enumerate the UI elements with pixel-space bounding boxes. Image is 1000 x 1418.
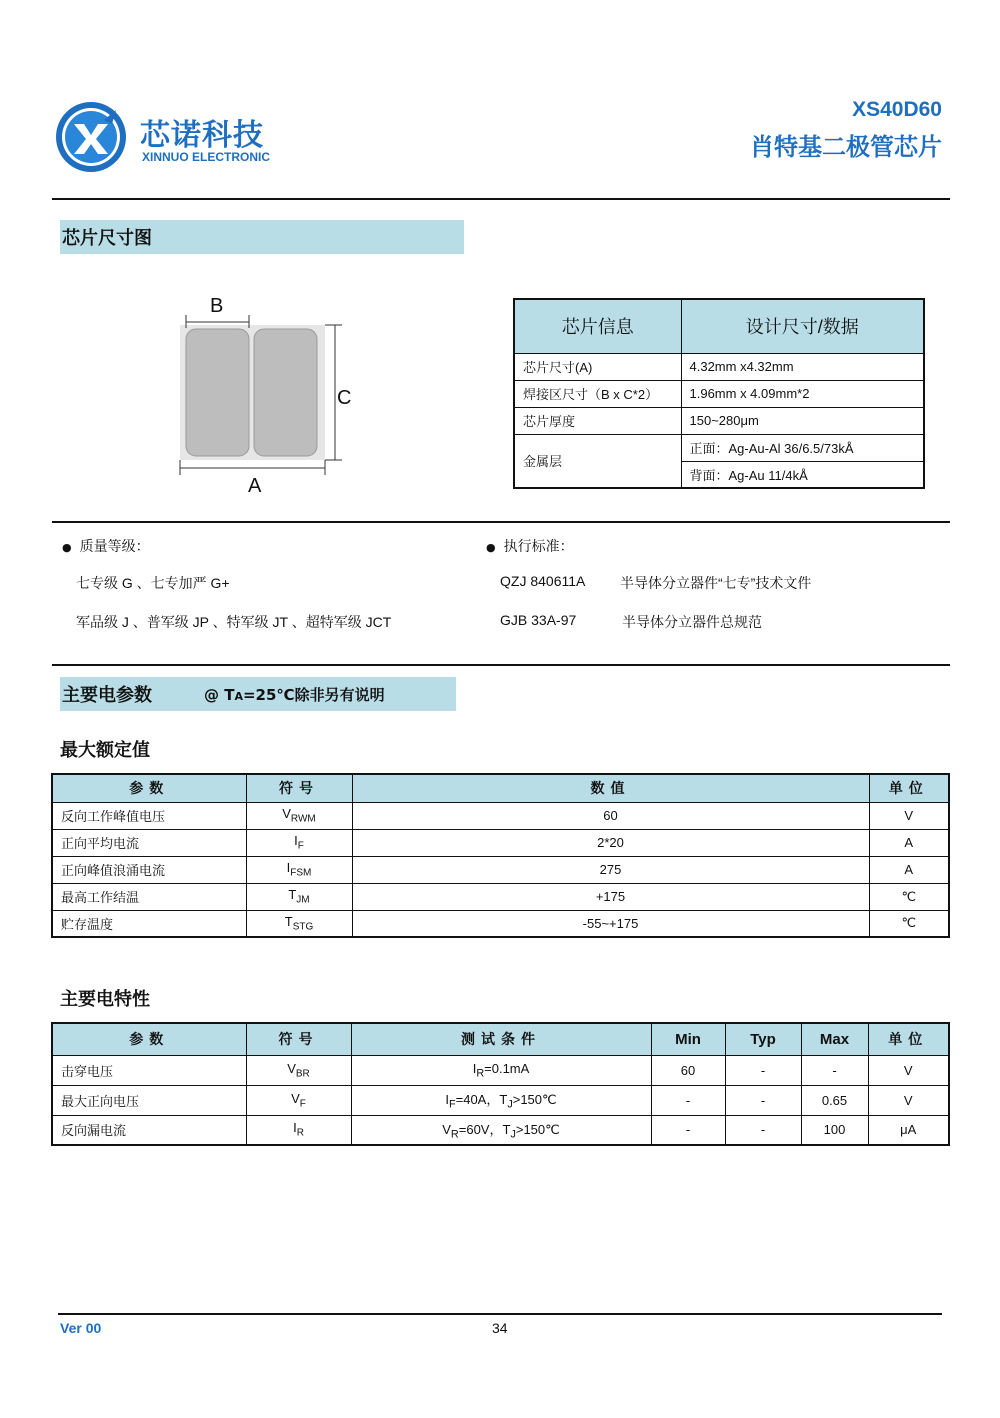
symbol-sub: RWM xyxy=(290,813,316,825)
table-row xyxy=(52,883,949,910)
table-row xyxy=(52,1115,949,1145)
symbol-main: V xyxy=(282,806,291,822)
cell-max: - xyxy=(801,1055,868,1085)
cell-value: 1.96mm x 4.09mm*2 xyxy=(681,380,924,407)
max-ratings-title: 最大额定值 xyxy=(60,740,150,761)
condition-suffix: =25℃除非另有说明 xyxy=(242,685,385,704)
column-header: 数值 xyxy=(352,774,869,802)
symbol-main: T xyxy=(288,887,297,903)
cell-typ: - xyxy=(725,1055,801,1085)
cell-condition xyxy=(351,1055,651,1085)
symbol-sub: FSM xyxy=(290,867,312,879)
cond-text: >150℃ xyxy=(515,1121,560,1137)
cell-value: 275 xyxy=(352,856,869,883)
company-logo xyxy=(54,100,128,174)
cell-key: 金属层 xyxy=(514,434,681,488)
cond-sub: J xyxy=(507,1098,513,1111)
symbol-sub: BR xyxy=(295,1068,310,1080)
quality-heading: ● 质量等级： xyxy=(62,536,150,556)
cell-symbol xyxy=(246,856,352,883)
section-divider xyxy=(52,664,950,666)
chip-info-table xyxy=(513,298,925,489)
symbol-sub: JM xyxy=(296,894,310,906)
column-header: 参数 xyxy=(52,774,246,802)
cell-value: 2*20 xyxy=(352,829,869,856)
symbol-sub: F xyxy=(297,840,304,852)
cell-typ: - xyxy=(725,1085,801,1115)
table-row xyxy=(52,1085,949,1115)
cond-text: =40A， xyxy=(455,1092,500,1108)
column-header: Typ xyxy=(725,1023,801,1055)
elec-params-section-title xyxy=(60,677,456,711)
cell-unit: ℃ xyxy=(869,910,949,937)
column-header: 单位 xyxy=(869,774,949,802)
column-header: 参数 xyxy=(52,1023,246,1055)
quality-line-2: 军品级 J 、普军级 JP 、特军级 JT 、超特军级 JCT xyxy=(76,614,392,630)
cond-text: =60V， xyxy=(458,1121,503,1137)
cell-symbol xyxy=(246,802,352,829)
characteristics-table xyxy=(51,1022,950,1146)
cell-condition xyxy=(351,1085,651,1115)
cell-symbol xyxy=(246,829,352,856)
cell-value: +175 xyxy=(352,883,869,910)
table-row xyxy=(52,856,949,883)
cell-condition xyxy=(351,1115,651,1145)
standard-heading: ● 执行标准： xyxy=(486,536,574,556)
chip-size-title-text: 芯片尺寸图 xyxy=(62,228,152,249)
cell-key: 芯片尺寸(A) xyxy=(514,353,681,380)
model-number: XS40D60 xyxy=(852,98,942,121)
cell-param: 正向峰值浪涌电流 xyxy=(52,856,246,883)
symbol-main: T xyxy=(284,913,293,929)
chip-size-section-title xyxy=(60,220,464,254)
table-header-row xyxy=(514,299,924,353)
standard-code-2: GJB 33A-97 xyxy=(500,612,577,628)
chip-dimension-diagram xyxy=(170,290,370,500)
standard-desc-1: 半导体分立器件“七专”技术文件 xyxy=(620,575,812,591)
brand-name-cn: 芯诺科技 xyxy=(140,118,264,153)
table-row xyxy=(514,380,924,407)
cell-symbol xyxy=(246,1115,351,1145)
quality-line-1: 七专级 G 、七专加严 G+ xyxy=(76,575,230,591)
cell-param: 贮存温度 xyxy=(52,910,246,937)
column-header: 芯片信息 xyxy=(514,299,681,353)
table-row xyxy=(514,434,924,461)
product-name: 肖特基二极管芯片 xyxy=(750,133,942,161)
cell-symbol xyxy=(246,1085,351,1115)
table-header-row xyxy=(52,1023,949,1055)
cell-key: 芯片厚度 xyxy=(514,407,681,434)
cond-text: >150℃ xyxy=(512,1092,557,1108)
cell-min: 60 xyxy=(651,1055,725,1085)
cell-key: 焊接区尺寸（B x C*2） xyxy=(514,380,681,407)
cell-unit: V xyxy=(869,802,949,829)
cond-text: =0.1mA xyxy=(484,1060,530,1076)
characteristics-title: 主要电特性 xyxy=(60,989,150,1010)
cell-max: 100 xyxy=(801,1115,868,1145)
condition-prefix: @ T xyxy=(204,685,235,704)
elec-params-title: 主要电参数 xyxy=(62,685,152,706)
cell-value: 4.32mm x4.32mm xyxy=(681,353,924,380)
page-number: 34 xyxy=(492,1320,508,1336)
cell-unit: ℃ xyxy=(869,883,949,910)
cell-value: -55~+175 xyxy=(352,910,869,937)
symbol-main: V xyxy=(291,1090,300,1106)
cond-sub: J xyxy=(510,1128,516,1141)
cell-min: - xyxy=(651,1085,725,1115)
cond-symbol: V xyxy=(442,1121,451,1137)
symbol-main: I xyxy=(293,1120,297,1136)
cell-param: 击穿电压 xyxy=(52,1055,246,1085)
cell-param: 反向工作峰值电压 xyxy=(52,802,246,829)
cell-value: 150~280μm xyxy=(681,407,924,434)
table-row xyxy=(52,802,949,829)
cell-min: - xyxy=(651,1115,725,1145)
cell-param: 正向平均电流 xyxy=(52,829,246,856)
dim-label-c: C xyxy=(337,387,352,409)
column-header: 测试条件 xyxy=(351,1023,651,1055)
symbol-main: I xyxy=(286,860,291,876)
cell-value: 正面：Ag-Au-Al 36/6.5/73kÅ xyxy=(681,434,924,461)
cell-typ: - xyxy=(725,1115,801,1145)
cell-symbol xyxy=(246,910,352,937)
table-row xyxy=(52,829,949,856)
standard-code-1: QZJ 840611A xyxy=(500,573,586,589)
table-row xyxy=(514,353,924,380)
brand-name-en: XINNUO ELECTRONIC xyxy=(142,150,271,164)
cell-unit: A xyxy=(869,829,949,856)
cell-value: 背面：Ag-Au 11/4kÅ xyxy=(681,461,924,488)
version-label: Ver 00 xyxy=(60,1320,102,1336)
cond-sub: R xyxy=(476,1067,485,1080)
cell-unit: μA xyxy=(868,1115,949,1145)
symbol-sub: R xyxy=(296,1128,304,1140)
footer-divider xyxy=(58,1313,942,1315)
symbol-main: V xyxy=(287,1060,296,1076)
cell-param: 最大正向电压 xyxy=(52,1085,246,1115)
cell-param: 反向漏电流 xyxy=(52,1115,246,1145)
column-header: 符号 xyxy=(246,1023,351,1055)
table-row xyxy=(52,910,949,937)
cond-sub: R xyxy=(450,1128,459,1141)
table-row xyxy=(52,1055,949,1085)
cell-unit: V xyxy=(868,1085,949,1115)
section-divider xyxy=(52,521,950,523)
cell-param: 最高工作结温 xyxy=(52,883,246,910)
cell-value: 60 xyxy=(352,802,869,829)
cond-symbol: I xyxy=(472,1060,477,1076)
symbol-sub: STG xyxy=(292,921,314,933)
column-header: Max xyxy=(801,1023,868,1055)
standard-desc-2: 半导体分立器件总规范 xyxy=(622,614,762,630)
column-header: Min xyxy=(651,1023,725,1055)
column-header: 设计尺寸/数据 xyxy=(681,299,924,353)
header-divider xyxy=(52,198,950,200)
symbol-sub: F xyxy=(299,1098,306,1110)
condition-sub: A xyxy=(234,689,243,703)
cell-unit: A xyxy=(869,856,949,883)
column-header: 单位 xyxy=(868,1023,949,1055)
table-header-row xyxy=(52,774,949,802)
cell-symbol xyxy=(246,1055,351,1085)
cell-unit: V xyxy=(868,1055,949,1085)
dim-label-b: B xyxy=(210,295,224,317)
column-header: 符号 xyxy=(246,774,352,802)
table-row xyxy=(514,407,924,434)
elec-params-condition xyxy=(204,684,385,705)
cell-symbol xyxy=(246,883,352,910)
cond-symbol: T xyxy=(502,1121,511,1137)
cond-symbol: T xyxy=(499,1092,508,1108)
cond-sub: F xyxy=(449,1098,456,1111)
cond-symbol: I xyxy=(445,1092,449,1108)
symbol-main: I xyxy=(294,833,298,849)
dim-label-a: A xyxy=(248,475,262,497)
cell-max: 0.65 xyxy=(801,1085,868,1115)
max-ratings-table xyxy=(51,773,950,938)
